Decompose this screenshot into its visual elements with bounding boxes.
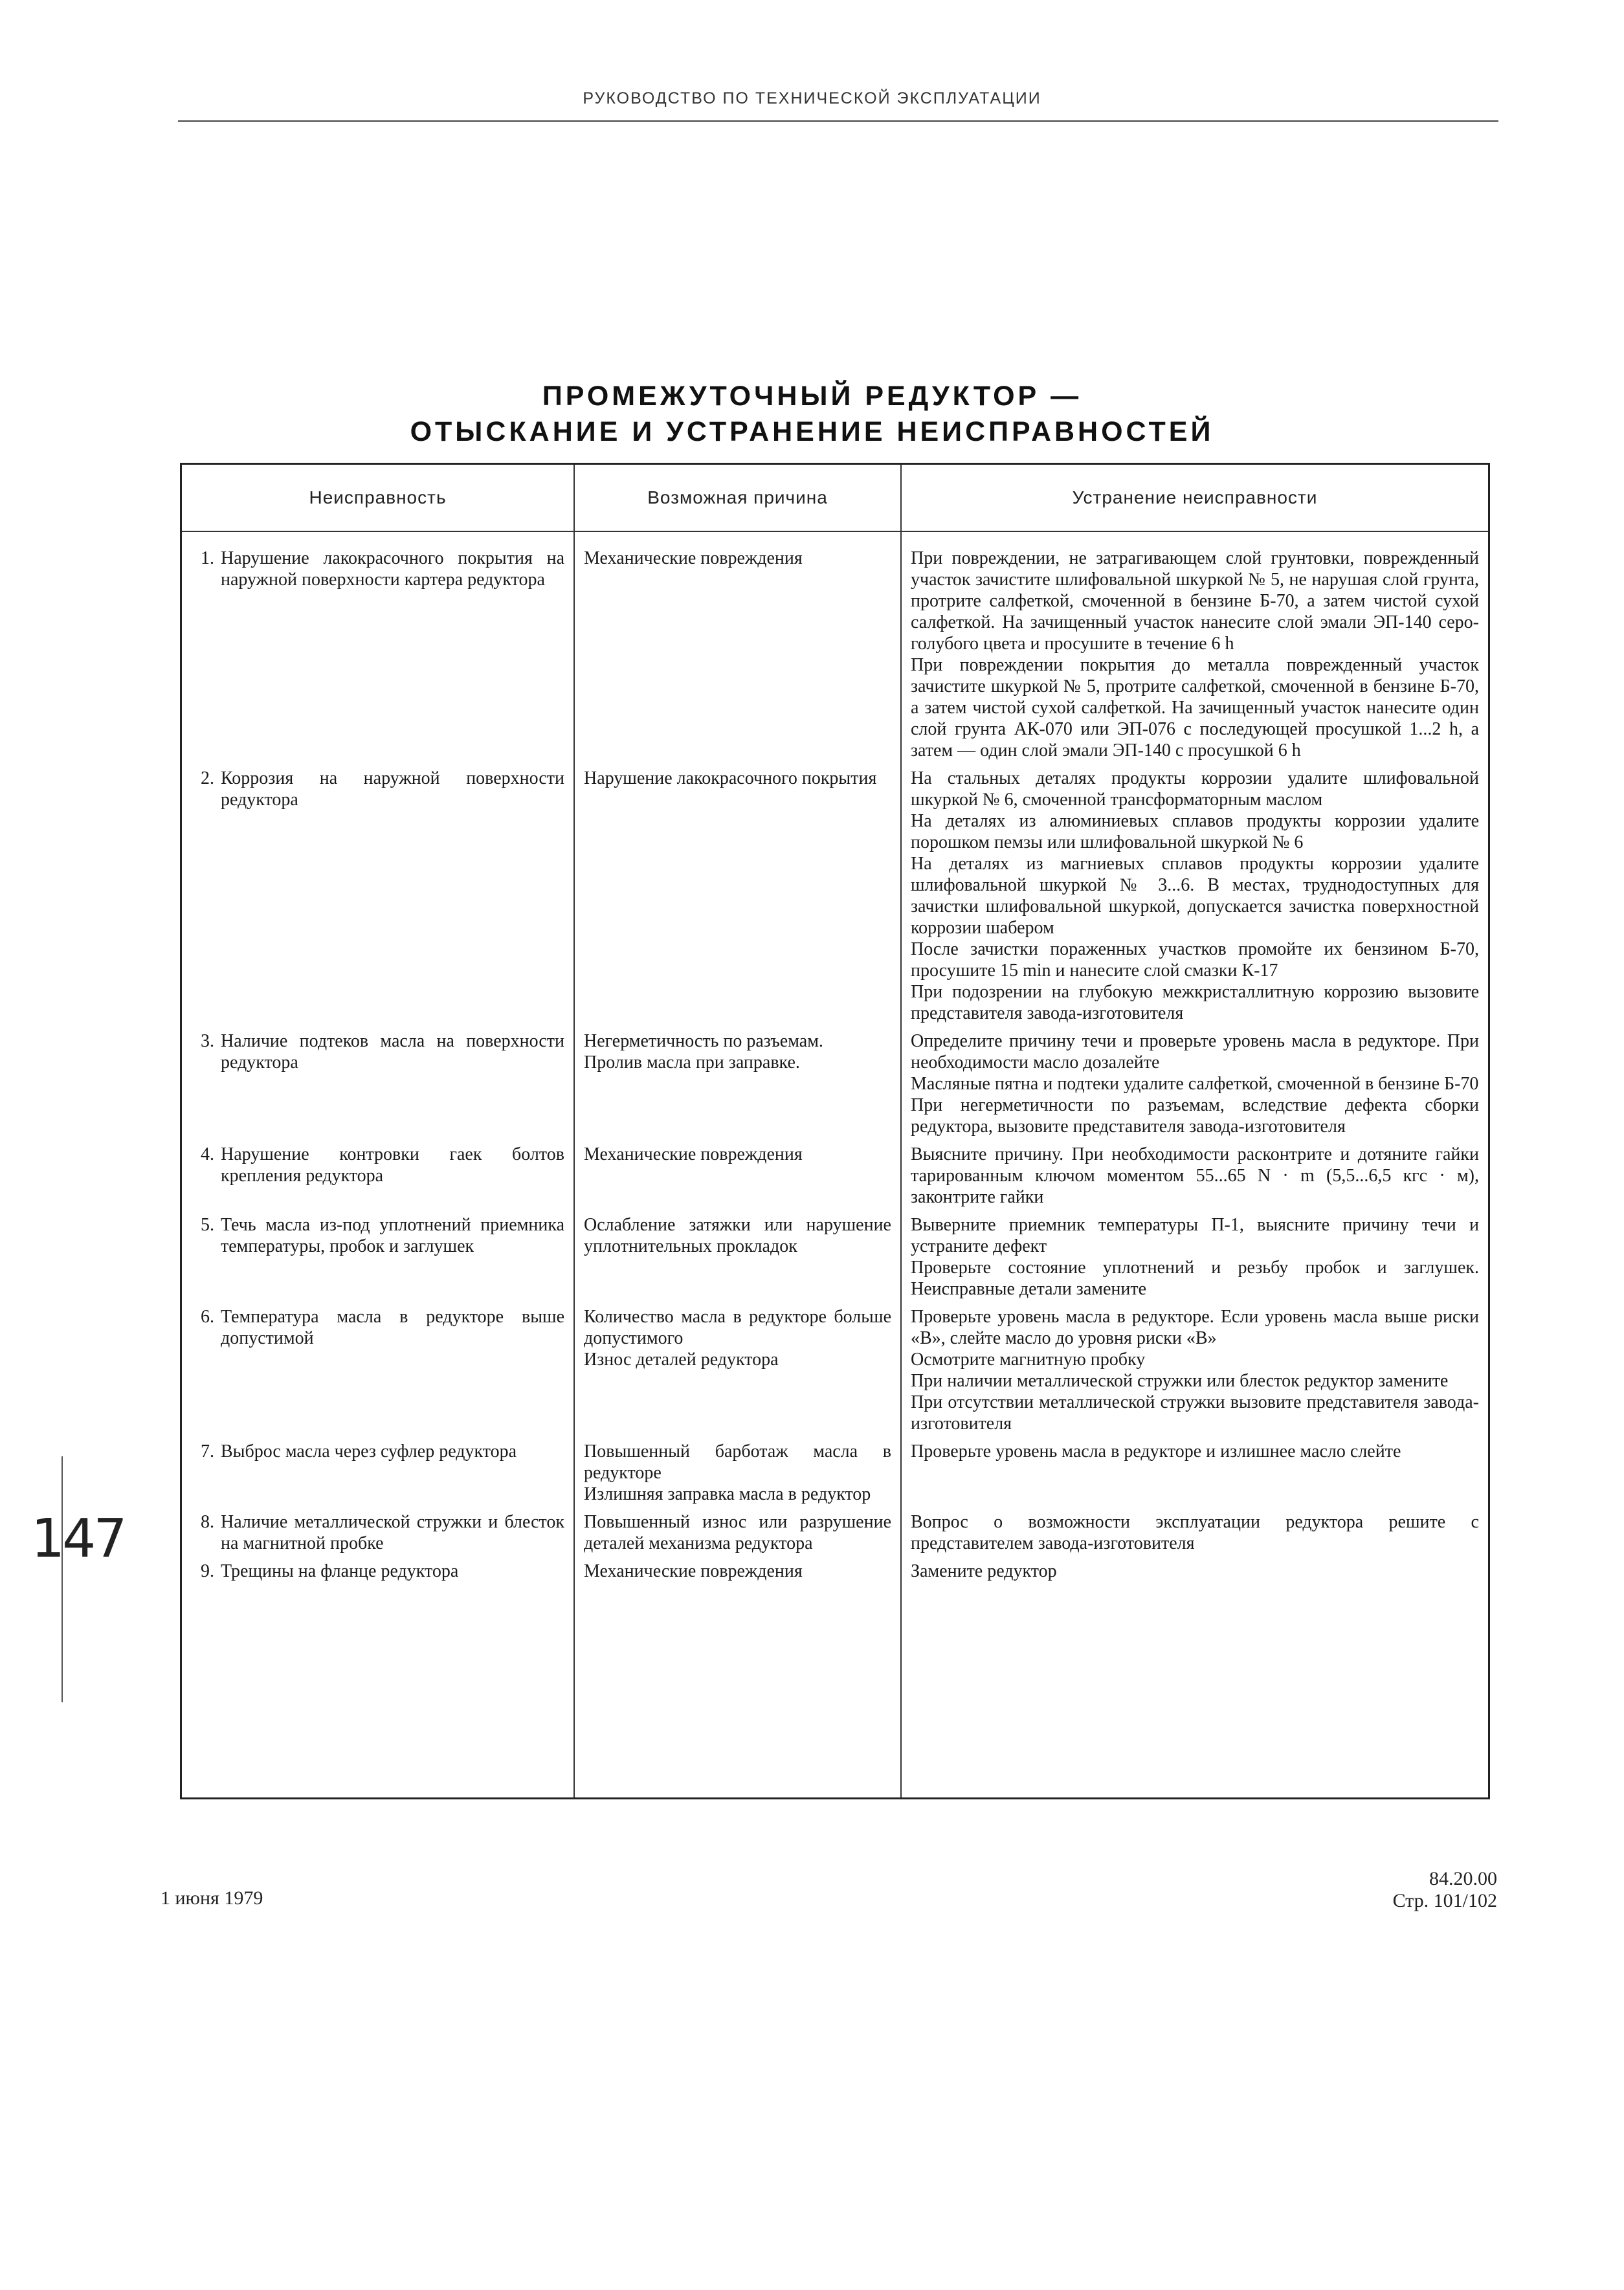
fix-text: Проверьте уровень масла в редукторе. Если уровень масла выше риски «В», слейте масло до уровня риски «В» — [911, 1307, 1479, 1348]
doc-code: 84.20.00 — [1429, 1868, 1497, 1889]
row-number: 5. — [201, 1215, 214, 1235]
cause-text: Излишняя заправка масла в редуктор — [584, 1484, 871, 1504]
header-fault: Неисправность — [182, 465, 574, 531]
cause-text: Механические повреждения — [584, 1561, 803, 1581]
troubleshooting-table — [180, 463, 1490, 1799]
fix-text: На стальных деталях продукты коррозии удалите шлифовальной шкуркой № 6, смоченной трансформаторным маслом — [911, 768, 1479, 810]
empty-cell — [901, 1586, 1488, 1797]
fix-text: Определите причину течи и проверьте уровень масла в редукторе. При необходимости масло дозалейте — [911, 1031, 1479, 1073]
fix-text: При отсутствии металлической стружки вызовите представителя завода-изготовителя — [911, 1392, 1479, 1434]
row-number: 4. — [201, 1144, 214, 1164]
fault-cell — [182, 1438, 574, 1509]
fault-cell — [182, 1141, 574, 1212]
table-row — [182, 1304, 1488, 1438]
fix-cell — [901, 1509, 1488, 1558]
cause-cell — [574, 1028, 901, 1141]
cause-cell — [574, 1438, 901, 1509]
table-row — [182, 531, 1488, 765]
fault-text: Нарушение контровки гаек болтов крепления редуктора — [221, 1144, 564, 1186]
fix-text: При подозрении на глубокую межкристаллитную коррозию вызовите представителя завода-изготовителя — [911, 982, 1479, 1023]
fault-text: Трещины на фланце редуктора — [221, 1561, 459, 1581]
footer-code — [1393, 1868, 1497, 1912]
fault-text: Коррозия на наружной поверхности редуктора — [221, 768, 564, 810]
cause-cell — [574, 1558, 901, 1586]
fix-text: После зачистки пораженных участков промойте их бензином Б-70, просушите 15 min и нанесите слой смазки К-17 — [911, 939, 1479, 981]
fix-text: Вопрос о возможности эксплуатации редуктора решите с представителем завода-изготовителя — [911, 1512, 1479, 1553]
cause-text: Повышенный барботаж масла в редукторе — [584, 1441, 891, 1483]
fix-text: Выверните приемник температуры П-1, выясните причину течи и устраните дефект — [911, 1215, 1479, 1256]
fault-text: Нарушение лакокрасочного покрытия на наружной поверхности картера редуктора — [221, 548, 564, 590]
fault-cell — [182, 765, 574, 1028]
title-line-2: ОТЫСКАНИЕ И УСТРАНЕНИЕ НЕИСПРАВНОСТЕЙ — [410, 416, 1214, 447]
table-row — [182, 1438, 1488, 1509]
header-cause: Возможная причина — [574, 465, 901, 531]
fault-text: Наличие металлической стружки и блесток на магнитной пробке — [221, 1512, 564, 1553]
margin-line — [61, 1456, 63, 1702]
fault-text: Температура масла в редукторе выше допустимой — [221, 1307, 564, 1348]
row-number: 9. — [201, 1561, 214, 1581]
cause-text: Повышенный износ или разрушение деталей механизма редуктора — [584, 1512, 891, 1553]
fix-cell — [901, 531, 1488, 765]
page-title — [0, 379, 1624, 450]
fix-text: Проверьте состояние уплотнений и резьбу пробок и заглушек. Неисправные детали замените — [911, 1258, 1479, 1299]
table-row — [182, 1141, 1488, 1212]
cause-text: Ослабление затяжки или нарушение уплотнительных прокладок — [584, 1215, 891, 1256]
fault-cell — [182, 531, 574, 765]
cause-cell — [574, 765, 901, 1028]
fix-text: На деталях из магниевых сплавов продукты коррозии удалите шлифовальной шкуркой № 3...6. В местах, труднодоступных для зачистки шлифовальной шкуркой, допускается зачистка поверхностной коррозии шабером — [911, 854, 1479, 938]
cause-text: Негерметичность по разъемам. — [584, 1031, 823, 1051]
fix-cell — [901, 1212, 1488, 1304]
running-header: РУКОВОДСТВО ПО ТЕХНИЧЕСКОЙ ЭКСПЛУАТАЦИИ — [583, 89, 1041, 107]
cause-text: Количество масла в редукторе больше допустимого — [584, 1307, 891, 1348]
table-row — [182, 1509, 1488, 1558]
fix-cell — [901, 1558, 1488, 1586]
cause-text: Износ деталей редуктора — [584, 1350, 779, 1370]
fix-cell — [901, 1304, 1488, 1438]
fix-text: При повреждении покрытия до металла поврежденный участок зачистите шкуркой № 5, протрите салфеткой, смоченной в бензине Б-70, а затем чистой сухой салфеткой. На зачищенный участок нанесите один слой грунта АК-070 или ЭП-076 с последующей просушкой 1...2 h, а затем — один слой эмали ЭП-140 с просушкой 6 h — [911, 655, 1479, 761]
empty-cell — [182, 1586, 574, 1797]
fault-cell — [182, 1558, 574, 1586]
fix-text: Осмотрите магнитную пробку — [911, 1350, 1146, 1370]
fix-cell — [901, 1028, 1488, 1141]
fix-text: Проверьте уровень масла в редукторе и излишнее масло слейте — [911, 1441, 1401, 1462]
handwritten-note: 147 — [31, 1508, 125, 1570]
page-number: Стр. 101/102 — [1392, 1890, 1497, 1911]
cause-cell — [574, 1509, 901, 1558]
cause-cell — [574, 1141, 901, 1212]
row-number: 6. — [201, 1307, 214, 1327]
cause-text: Механические повреждения — [584, 1144, 803, 1164]
header-fix: Устранение неисправности — [901, 465, 1488, 531]
table-row — [182, 1558, 1488, 1586]
fault-text: Наличие подтеков масла на поверхности редуктора — [221, 1031, 564, 1073]
table-row — [182, 765, 1488, 1028]
cause-text: Пролив масла при заправке. — [584, 1052, 800, 1073]
cause-cell — [574, 1212, 901, 1304]
table-filler-row — [182, 1586, 1488, 1797]
table-row — [182, 1212, 1488, 1304]
fix-text: При негерметичности по разъемам, вследствие дефекта сборки редуктора, вызовите представителя завода-изготовителя — [911, 1095, 1479, 1137]
row-number: 1. — [201, 548, 214, 568]
title-line-1: ПРОМЕЖУТОЧНЫЙ РЕДУКТОР — — [542, 381, 1082, 412]
fix-text: Выясните причину. При необходимости расконтрите и дотяните гайки тарированным ключом моментом 55...65 N · m (5,5...6,5 кгс · м), законтрите гайки — [911, 1144, 1479, 1207]
row-number: 8. — [201, 1512, 214, 1532]
row-number: 2. — [201, 768, 214, 788]
header-rule — [178, 120, 1498, 122]
row-number: 7. — [201, 1441, 214, 1462]
fix-text: При повреждении, не затрагивающем слой грунтовки, поврежденный участок зачистите шлифовальной шкуркой № 5, не нарушая слой грунта, протрите салфеткой, смоченной в бензине Б-70, а затем чистой сухой салфеткой. На зачищенный участок нанесите слой эмали ЭП-140 серо-голубого цвета и просушите в течение 6 h — [911, 548, 1479, 654]
fault-cell — [182, 1212, 574, 1304]
cause-text: Механические повреждения — [584, 548, 803, 568]
cause-cell — [574, 1304, 901, 1438]
fix-text: Масляные пятна и подтеки удалите салфеткой, смоченной в бензине Б-70 — [911, 1074, 1479, 1094]
fault-text: Выброс масла через суфлер редуктора — [221, 1441, 517, 1462]
fix-text: Замените редуктор — [911, 1561, 1057, 1581]
cause-text: Нарушение лакокрасочного покрытия — [584, 768, 877, 788]
fix-cell — [901, 1141, 1488, 1212]
table-row — [182, 1028, 1488, 1141]
fault-text: Течь масла из-под уплотнений приемника температуры, пробок и заглушек — [221, 1215, 564, 1256]
fix-cell — [901, 765, 1488, 1028]
row-number: 3. — [201, 1031, 214, 1051]
fault-cell — [182, 1028, 574, 1141]
fix-cell — [901, 1438, 1488, 1509]
footer-date: 1 июня 1979 — [161, 1887, 263, 1909]
fix-text: При наличии металлической стружки или блесток редуктор замените — [911, 1371, 1449, 1391]
fault-cell — [182, 1304, 574, 1438]
fix-text: На деталях из алюминиевых сплавов продукты коррозии удалите порошком пемзы или шлифовальной шкуркой № 6 — [911, 811, 1479, 852]
empty-cell — [574, 1586, 901, 1797]
fault-cell — [182, 1509, 574, 1558]
cause-cell — [574, 531, 901, 765]
table-header-row — [182, 465, 1488, 531]
